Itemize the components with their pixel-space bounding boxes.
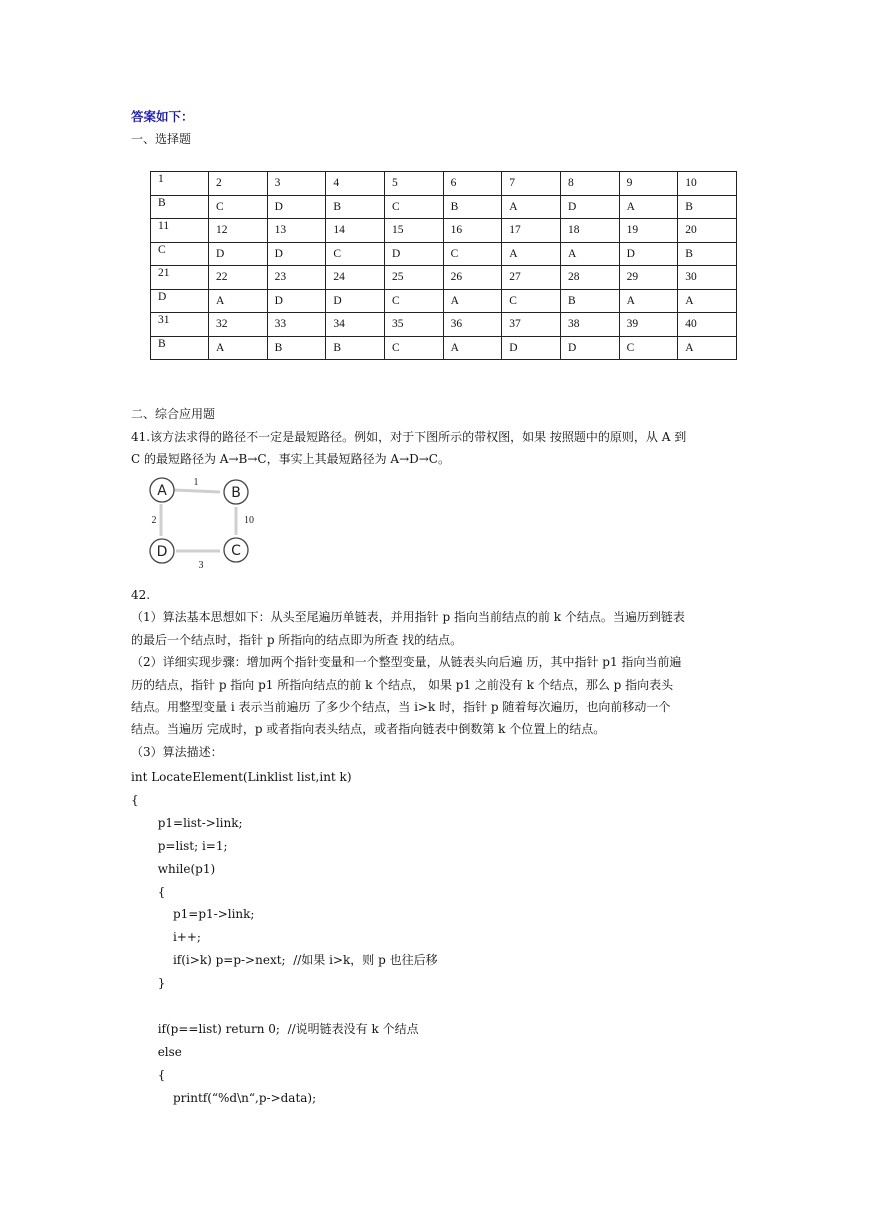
table-cell: D <box>560 336 619 360</box>
table-cell: D <box>326 289 385 313</box>
table-cell: 38 <box>560 313 619 337</box>
table-cell: 19 <box>619 219 678 243</box>
code-line: } <box>131 976 166 991</box>
table-cell: 31 <box>151 313 209 337</box>
table-cell: 32 <box>209 313 268 337</box>
table-row <box>151 172 737 196</box>
q41-line-1: 41.该方法求得的路径不一定是最短路径。例如，对于下图所示的带权图，如果 按照题中的原则，从 A 到 <box>131 430 687 444</box>
table-cell: 9 <box>619 172 678 196</box>
table-cell: 18 <box>560 219 619 243</box>
table-cell: 13 <box>267 219 326 243</box>
table-cell: 39 <box>619 313 678 337</box>
table-cell: C <box>384 336 443 360</box>
table-cell: A <box>209 289 268 313</box>
table-cell: 4 <box>326 172 385 196</box>
code-line: i++; <box>131 930 201 945</box>
table-cell: 1 <box>151 172 209 196</box>
table-cell: 30 <box>678 266 737 290</box>
table-cell: 3 <box>267 172 326 196</box>
table-cell: 11 <box>151 219 209 243</box>
table-cell: D <box>267 195 326 219</box>
q42-line: 历的结点，指针 p 指向 p1 所指向结点的前 k 个结点， 如果 p1 之前没有 k 个结点，那么 p 指向表头 <box>131 677 674 692</box>
q42-line: （1）算法基本思想如下：从头至尾遍历单链表，并用指针 p 指向当前结点的前 k 个结点。当遍历到链表 <box>131 610 685 625</box>
table-cell: 28 <box>560 266 619 290</box>
node-b-label: B <box>231 485 241 501</box>
table-cell: 5 <box>384 172 443 196</box>
table-cell: A <box>678 289 737 313</box>
table-cell: C <box>443 242 502 266</box>
node-c-label: C <box>231 543 241 559</box>
table-cell: 25 <box>384 266 443 290</box>
table-cell: A <box>678 336 737 360</box>
question-42 <box>131 584 739 763</box>
code-line: { <box>131 1067 166 1082</box>
table-cell: 6 <box>443 172 502 196</box>
question-41 <box>131 426 739 471</box>
table-cell: 22 <box>209 266 268 290</box>
weight-d-c: 3 <box>198 560 204 571</box>
table-cell: A <box>560 242 619 266</box>
code-line: { <box>131 792 139 807</box>
weight-b-c: 10 <box>244 515 254 526</box>
table-row <box>151 289 737 313</box>
q42-line: 结点。当遍历 完成时，p 或者指向表头结点，或者指向链表中倒数第 k 个位置上的结点。 <box>131 722 606 737</box>
table-cell: B <box>151 195 209 219</box>
table-cell: B <box>151 336 209 360</box>
node-a-label: A <box>157 483 167 499</box>
table-cell: B <box>678 195 737 219</box>
table-cell: C <box>326 242 385 266</box>
table-cell: 34 <box>326 313 385 337</box>
table-cell: D <box>384 242 443 266</box>
code-line <box>131 995 438 1018</box>
table-cell: 12 <box>209 219 268 243</box>
table-cell: D <box>151 289 209 313</box>
code-line: printf(“%d\n“,p->data); <box>131 1090 317 1105</box>
table-cell: D <box>560 195 619 219</box>
table-cell: 24 <box>326 266 385 290</box>
table-cell: 15 <box>384 219 443 243</box>
table-cell: A <box>502 242 561 266</box>
table-cell: D <box>209 242 268 266</box>
q41-line-2: C 的最短路径为 A→B→C，事实上其最短路径为 A→D→C。 <box>131 452 450 467</box>
code-block <box>131 766 438 1110</box>
table-cell: 23 <box>267 266 326 290</box>
table-cell: 20 <box>678 219 737 243</box>
table-cell: B <box>326 336 385 360</box>
code-line: while(p1) <box>131 861 216 876</box>
table-cell: 26 <box>443 266 502 290</box>
table-cell: 10 <box>678 172 737 196</box>
q42-line: 结点。用整型变量 i 表示当前遍历 了多少个结点，当 i>k 时，指针 p 随着每次遍历，也向前移动一个 <box>131 700 671 715</box>
table-row <box>151 195 737 219</box>
table-cell: B <box>326 195 385 219</box>
q42-line: 的最后一个结点时，指针 p 所指向的结点即为所查 找的结点。 <box>131 632 463 647</box>
table-cell: 2 <box>209 172 268 196</box>
table-cell: B <box>443 195 502 219</box>
table-cell: D <box>267 242 326 266</box>
table-cell: B <box>678 242 737 266</box>
answer-table <box>150 171 737 360</box>
table-cell: 14 <box>326 219 385 243</box>
table-row <box>151 242 737 266</box>
table-cell: D <box>619 242 678 266</box>
table-cell: C <box>209 195 268 219</box>
code-line: p=list; i=1; <box>131 838 228 853</box>
section2-title: 二、综合应用题 <box>131 407 216 421</box>
table-cell: B <box>560 289 619 313</box>
table-cell: 33 <box>267 313 326 337</box>
table-cell: 36 <box>443 313 502 337</box>
table-cell: 27 <box>502 266 561 290</box>
table-cell: 35 <box>384 313 443 337</box>
table-cell: 17 <box>502 219 561 243</box>
table-cell: C <box>502 289 561 313</box>
answer-title: 答案如下： <box>131 109 194 124</box>
node-d-label: D <box>156 544 168 560</box>
table-cell: A <box>502 195 561 219</box>
table-cell: 29 <box>619 266 678 290</box>
table-cell: D <box>267 289 326 313</box>
table-row <box>151 313 737 337</box>
section1-title: 一、选择题 <box>131 132 192 146</box>
code-line: p1=list->link; <box>131 815 243 830</box>
table-cell: 16 <box>443 219 502 243</box>
table-row <box>151 336 737 360</box>
table-cell: C <box>384 195 443 219</box>
table-cell: A <box>619 289 678 313</box>
table-row <box>151 266 737 290</box>
table-cell: A <box>443 289 502 313</box>
edge-a-b <box>174 490 220 492</box>
code-line: p1=p1->link; <box>131 907 255 922</box>
table-cell: A <box>443 336 502 360</box>
table-cell: 8 <box>560 172 619 196</box>
table-cell: 7 <box>502 172 561 196</box>
table-cell: C <box>619 336 678 360</box>
table-cell: 21 <box>151 266 209 290</box>
table-cell: A <box>209 336 268 360</box>
table-cell: C <box>151 242 209 266</box>
code-line: if(p==list) return 0; //说明链表没有 k 个结点 <box>131 1021 419 1036</box>
table-cell: 40 <box>678 313 737 337</box>
code-line: else <box>131 1044 182 1059</box>
weight-a-d: 2 <box>151 515 157 526</box>
q42-line: （3）算法描述： <box>131 744 223 759</box>
table-cell: 37 <box>502 313 561 337</box>
code-line: int LocateElement(Linklist list,int k) <box>131 770 352 784</box>
code-line: if(i>k) p=p->next; //如果 i>k，则 p 也往后移 <box>131 953 438 968</box>
table-row <box>151 219 737 243</box>
q42-label: 42. <box>131 588 151 602</box>
table-cell: D <box>502 336 561 360</box>
q42-line: （2）详细实现步骤：增加两个指针变量和一个整型变量，从链表头向后遍 历，其中指针 p1 指向当前遍 <box>131 655 682 670</box>
weighted-graph <box>140 473 260 573</box>
table-cell: A <box>619 195 678 219</box>
table-cell: C <box>384 289 443 313</box>
code-line: { <box>131 884 166 899</box>
table-cell: B <box>267 336 326 360</box>
weight-a-b: 1 <box>193 477 199 488</box>
